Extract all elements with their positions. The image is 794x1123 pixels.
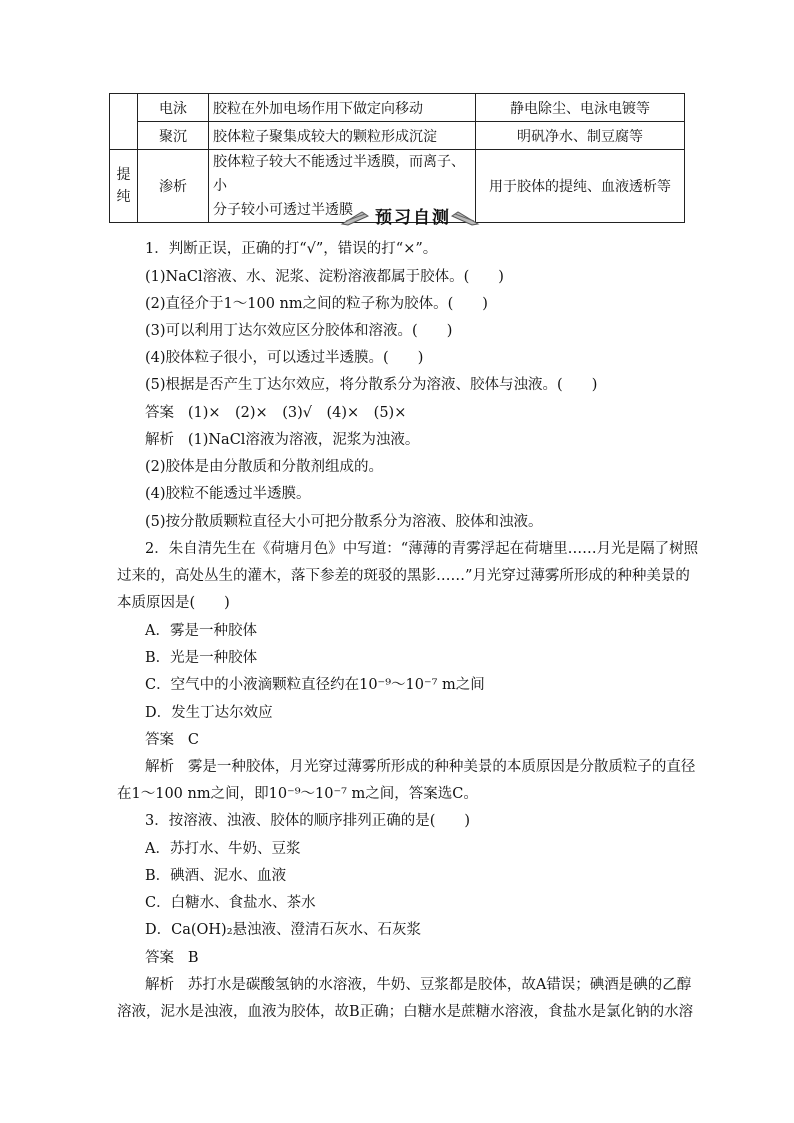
group-cell: 提 纯 [110,150,138,223]
section-title: 预习自测 [375,208,451,228]
analysis-label: 解析 [145,432,174,448]
analysis-text: 雾是一种胶体，月光穿过薄雾所形成的种种美景的本质原因是分散质粒子的直径 [187,759,696,775]
analysis-line [145,975,691,995]
pencil-left-icon [340,210,370,226]
option-b: B．碘酒、泥水、血液 [145,868,287,884]
analysis-text: 苏打水是碳酸氢钠的水溶液，牛奶、豆浆都是胶体，故A错误；碘酒是碘的乙醇 [187,977,692,993]
answer-line [145,730,199,750]
question-item: (5)根据是否产生丁达尔效应，将分散系分为溶液、胶体与浊液。( ) [145,377,598,393]
property-description: 胶粒在外加电场作用下做定向移动 [209,94,476,122]
option-b: B．光是一种胶体 [145,650,258,666]
question-stem: 本质原因是( ) [117,595,230,611]
analysis-line [145,430,419,450]
group-cell [110,94,138,150]
analysis-line [145,757,695,777]
property-application: 明矾净水、制豆腐等 [476,122,685,150]
section-banner [340,207,480,229]
analysis-line: (5)按分散质颗粒直径大小可把分散系分为溶液、胶体和浊液。 [145,514,543,530]
question-stem: 2．朱自清先生在《荷塘月色》中写道：“薄薄的青雾浮起在荷塘里……月光是隔了树照 [145,541,699,557]
description-line: 分子较小可透过半透膜 [213,202,353,218]
option-d: D．Ca(OH)₂悬浊液、澄清石灰水、石灰浆 [145,922,422,938]
property-application: 用于胶体的提纯、血液透析等 [476,150,685,223]
answer-text: (1)× (2)× (3)√ (4)× (5)× [187,405,407,421]
question-item: (2)直径介于1～100 nm之间的粒子称为胶体。( ) [145,296,488,312]
analysis-line: (4)胶粒不能透过半透膜。 [145,486,311,502]
property-name: 聚沉 [138,122,209,150]
answer-text: C [187,732,199,748]
pencil-right-icon [450,210,480,226]
answer-label: 答案 [145,732,174,748]
analysis-text: (1)NaCl溶液为溶液，泥浆为浊液。 [187,432,420,448]
answer-line [145,403,406,423]
question-item: (4)胶体粒子很小，可以透过半透膜。( ) [145,350,424,366]
answer-label: 答案 [145,950,174,966]
property-application: 静电除尘、电泳电镀等 [476,94,685,122]
analysis-line: 溶液，泥水是浊液，血液为胶体，故B正确；白糖水是蔗糖水溶液，食盐水是氯化钠的水溶 [117,1004,694,1020]
analysis-label: 解析 [145,977,174,993]
option-a: A．苏打水、牛奶、豆浆 [145,841,301,857]
description-line: 胶体粒子较大不能透过半透膜，而离子、小 [213,154,465,194]
answer-line [145,948,198,968]
question-stem: 1．判断正误，正确的打“√”，错误的打“×”。 [145,241,438,257]
property-name: 渗析 [138,150,209,223]
table-row [110,122,685,150]
question-stem: 过来的，高处丛生的灌木，落下参差的斑驳的黑影……”月光穿过薄雾所形成的种种美景的 [117,568,690,584]
table-row [110,94,685,122]
question-item: (3)可以利用丁达尔效应区分胶体和溶液。( ) [145,323,453,339]
question-stem: 3．按溶液、浊液、胶体的顺序排列正确的是( ) [145,813,471,829]
answer-label: 答案 [145,405,174,421]
analysis-line: 在1～100 nm之间，即10⁻⁹～10⁻⁷ m之间，答案选C。 [117,786,478,802]
analysis-line: (2)胶体是由分散质和分散剂组成的。 [145,459,384,475]
analysis-label: 解析 [145,759,174,775]
property-description: 胶体粒子聚集成较大的颗粒形成沉淀 [209,122,476,150]
option-c: C．白糖水、食盐水、茶水 [145,895,316,911]
option-d: D．发生丁达尔效应 [145,705,273,721]
option-a: A．雾是一种胶体 [145,623,257,639]
question-item: (1)NaCl溶液、水、泥浆、淀粉溶液都属于胶体。( ) [145,269,504,285]
colloid-properties-table [109,93,685,223]
property-name: 电泳 [138,94,209,122]
answer-text: B [187,950,199,966]
option-c: C．空气中的小液滴颗粒直径约在10⁻⁹～10⁻⁷ m之间 [145,677,485,693]
